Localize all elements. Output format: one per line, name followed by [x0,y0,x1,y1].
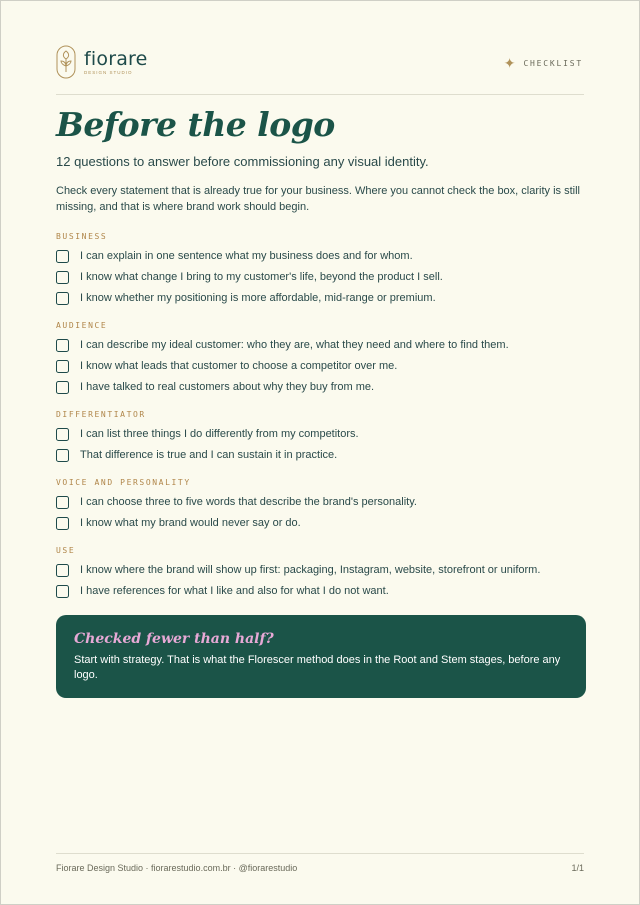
callout-body: Start with strategy. That is what the Florescer method does in the Root and Stem stages, before any logo. [74,654,561,681]
checklist-item-text: I know what leads that customer to choose a competitor over me. [80,360,398,372]
brand-subtitle: DESIGN STUDIO [84,70,133,75]
checklist-item-text: I know where the brand will show up first: packaging, Instagram, website, storefront or uniform. [80,564,541,576]
checklist-tag [504,57,583,69]
checklist-item-text: I have references for what I like and also for what I do not want. [80,585,389,597]
checklist-item-text: I can list three things I do differently from my competitors. [80,428,359,440]
page-number: 1/1 [571,863,584,873]
checklist-item-text: That difference is true and I can sustain it in practice. [80,449,338,461]
checklist-item[interactable] [56,337,509,353]
checklist-item[interactable] [56,248,413,264]
checkbox[interactable] [56,339,69,352]
checklist-item[interactable] [56,426,359,442]
checklist-item[interactable] [56,515,301,531]
checklist-item[interactable] [56,562,540,578]
checklist-item[interactable] [56,494,417,510]
page-subtitle: 12 questions to answer before commissioning any visual identity. [56,154,429,169]
section-label-business: BUSINESS [56,232,108,241]
checkbox[interactable] [56,381,69,394]
checklist-item[interactable] [56,583,389,599]
checklist-item-text: I can choose three to five words that describe the brand's personality. [80,496,417,508]
section-label-use: USE [56,546,76,555]
footer-credits: Fiorare Design Studio · fiorarestudio.com.br · @fiorarestudio [56,863,298,873]
checkbox[interactable] [56,449,69,462]
intro-paragraph: Check every statement that is already true for your business. Where you cannot check the box, clarity is still missing, and that is where brand work should begin. [56,185,580,213]
checkbox[interactable] [56,428,69,441]
callout-box [56,615,586,698]
footer-divider [56,853,584,854]
checklist-item-text: I can describe my ideal customer: who they are, what they need and where to find them. [80,339,509,351]
checkbox[interactable] [56,585,69,598]
checklist-item-text: I know what my brand would never say or do. [80,517,301,529]
checklist-item[interactable] [56,290,436,306]
checklist-item-text: I have talked to real customers about why they buy from me. [80,381,375,393]
page-title: Before the logo [56,105,335,144]
checkbox[interactable] [56,517,69,530]
checklist-item[interactable] [56,447,337,463]
checklist-item[interactable] [56,358,397,374]
checklist-item[interactable] [56,379,374,395]
header-divider [56,94,584,95]
checkbox[interactable] [56,292,69,305]
checkbox[interactable] [56,564,69,577]
checkbox[interactable] [56,271,69,284]
section-label-audience: AUDIENCE [56,321,108,330]
flower-logo-icon [56,45,76,79]
checklist-item-text: I know what change I bring to my customer's life, beyond the product I sell. [80,271,443,283]
checkbox[interactable] [56,496,69,509]
checklist-item-text: I know whether my positioning is more affordable, mid-range or premium. [80,292,436,304]
checklist-item[interactable] [56,269,443,285]
sparkle-icon: ✦ [503,55,516,71]
section-label-differentiator: DIFFERENTIATOR [56,410,146,419]
tag-label: CHECKLIST [523,58,583,68]
checkbox[interactable] [56,250,69,263]
section-label-voice: VOICE AND PERSONALITY [56,478,191,487]
checklist-item-text: I can explain in one sentence what my business does and for whom. [80,250,413,262]
checkbox[interactable] [56,360,69,373]
brand-name: fiorare [84,48,148,70]
callout-title: Checked fewer than half? [74,631,274,647]
brand-logo [56,45,148,79]
